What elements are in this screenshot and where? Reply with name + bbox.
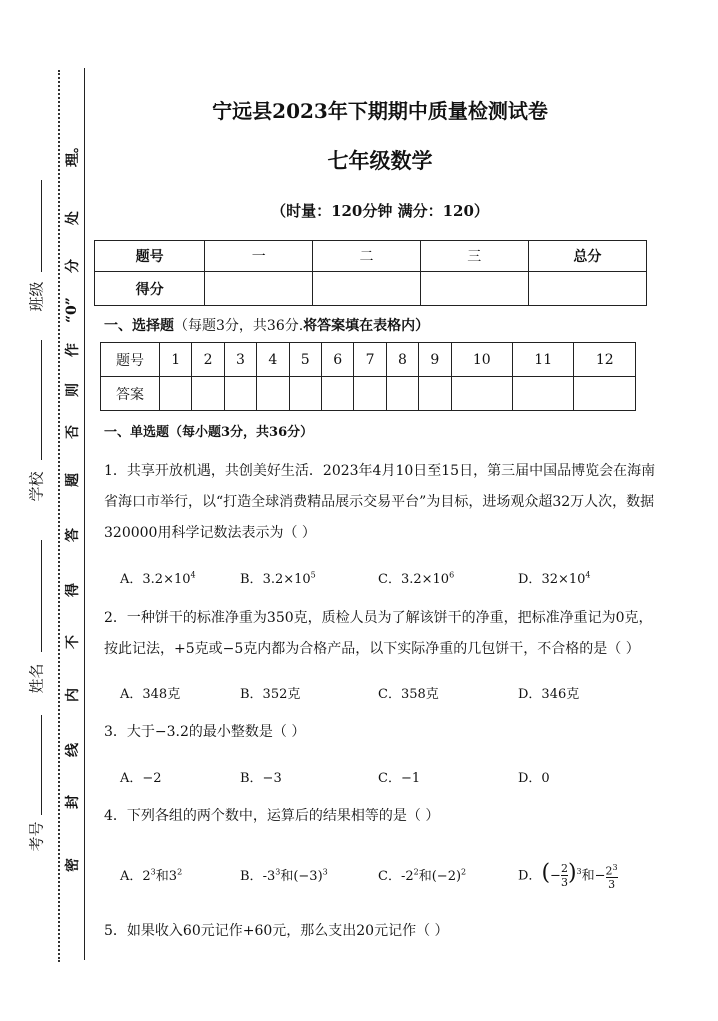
answer-cell[interactable]: [512, 377, 573, 411]
seal-char: “0”: [64, 297, 80, 323]
option-c[interactable]: C．$-2^2$和$(-2)^2$: [378, 867, 467, 884]
answer-cell[interactable]: [257, 377, 289, 411]
seal-char: 分: [65, 259, 81, 273]
option-b[interactable]: B．−3: [240, 771, 282, 786]
name-blank-line[interactable]: [41, 540, 42, 652]
answer-cell[interactable]: [354, 377, 386, 411]
exam-number-label: 考号: [27, 821, 46, 852]
binding-dotted-line: [58, 70, 60, 962]
score-header: 一: [205, 241, 313, 272]
score-table: [94, 240, 647, 306]
exam-number-blank-line[interactable]: [41, 715, 42, 815]
binding-solid-line: [84, 68, 85, 960]
score-cell[interactable]: [313, 272, 420, 306]
subsection-heading: 一、单选题（每小题3分，共36分）: [104, 425, 314, 440]
answer-row-label: 题号: [101, 343, 160, 377]
option-a[interactable]: A．−2: [120, 771, 162, 786]
answer-number: 6: [321, 343, 353, 377]
option-c[interactable]: C．358克: [378, 687, 439, 702]
score-header: 三: [420, 241, 528, 272]
answer-cell[interactable]: [192, 377, 224, 411]
question-4: 4．下列各组的两个数中，运算后的结果相等的是（ ）: [104, 808, 440, 824]
class-label: 班级: [27, 281, 46, 312]
option-a[interactable]: A．$2^3$和$3^2$: [120, 867, 183, 884]
fraction: $\frac{2}{3}$: [560, 862, 568, 890]
question-1: 1．共享开放机遇，共创美好生活．2023年4月10日至15日，第三届中国品博览会在海南省海口市举行，以“打造全球消费精品展示交易平台”为目标，进场观众超32万人次，数据320000用科学记数法表示为（ ）: [104, 463, 656, 541]
answer-number: 3: [224, 343, 256, 377]
seal-char: 答: [65, 528, 81, 542]
option-a[interactable]: A．348克: [120, 687, 181, 702]
score-cell[interactable]: [528, 272, 646, 306]
option-b[interactable]: B．$3.2\times 10^5$: [240, 570, 316, 587]
question-5: 5．如果收入60元记作+60元，那么支出20元记作（ ）: [104, 923, 449, 939]
question-2: 2．一种饼干的标准净重为350克，质检人员为了解该饼干的净重，把标准净重记为0克，按此记法，+5克或−5克内都为合格产品，以下实际净重的几包饼干，不合格的是（ ）: [104, 610, 653, 657]
seal-char: 线: [65, 743, 81, 757]
option-d[interactable]: D．0: [518, 771, 550, 786]
answer-cell[interactable]: [224, 377, 256, 411]
answer-number: 1: [160, 343, 192, 377]
option-b[interactable]: B．352克: [240, 687, 301, 702]
exam-title: 宁远县2023年下期期中质量检测试卷: [212, 99, 548, 123]
answer-number: 4: [257, 343, 289, 377]
answer-table: [100, 342, 636, 411]
option-d[interactable]: D．(− $\frac{2}{3}$ )$^3$和− $\frac{2^3}{3}$: [518, 860, 618, 892]
answer-cell[interactable]: [321, 377, 353, 411]
answer-number: 2: [192, 343, 224, 377]
answer-number: 5: [289, 343, 321, 377]
answer-cell[interactable]: [451, 377, 512, 411]
section-heading: [104, 315, 429, 335]
seal-char: 则: [65, 383, 81, 397]
question-3: 3．大于−3.2的最小整数是（ ）: [104, 724, 306, 740]
answer-number: 11: [512, 343, 573, 377]
seal-char: 否: [65, 425, 81, 439]
seal-char: 题: [65, 473, 81, 487]
answer-cell[interactable]: [289, 377, 321, 411]
seal-char: 处: [65, 211, 81, 225]
score-header: 题号: [95, 241, 205, 272]
answer-number: 9: [419, 343, 451, 377]
seal-char: 密: [65, 858, 81, 872]
seal-char: 理。: [65, 139, 81, 167]
answer-number: 8: [386, 343, 418, 377]
answer-number: 10: [451, 343, 512, 377]
option-d[interactable]: D．$32\times 10^4$: [518, 570, 591, 587]
school-blank-line[interactable]: [41, 340, 42, 460]
answer-number: 7: [354, 343, 386, 377]
seal-char: 作: [65, 343, 81, 357]
section-title: 一、选择题: [104, 318, 174, 334]
section-note: （每题3分，共36分.: [174, 318, 304, 334]
option-c[interactable]: C．$3.2\times 10^6$: [378, 570, 455, 587]
exam-timing: （时量：120分钟 满分：120）: [271, 202, 489, 220]
answer-row-label: 答案: [101, 377, 160, 411]
score-cell[interactable]: [205, 272, 313, 306]
seal-char: 得: [65, 583, 81, 597]
school-label: 学校: [27, 471, 46, 502]
seal-char: 不: [65, 635, 81, 649]
option-a[interactable]: A．$3.2\times 10^4$: [120, 570, 196, 587]
score-cell[interactable]: [420, 272, 528, 306]
seal-char: 内: [65, 688, 81, 702]
option-b[interactable]: B．$-3^3$和$(-3)^3$: [240, 867, 328, 884]
class-blank-line[interactable]: [41, 180, 42, 272]
answer-cell[interactable]: [386, 377, 418, 411]
answer-cell[interactable]: [160, 377, 192, 411]
fraction: $\frac{2^3}{3}$: [605, 862, 618, 892]
score-row-label: 得分: [95, 272, 205, 306]
score-header: 二: [313, 241, 420, 272]
subject-title: 七年级数学: [327, 148, 433, 173]
seal-char: 封: [65, 795, 81, 809]
answer-number: 12: [574, 343, 636, 377]
option-d[interactable]: D．346克: [518, 687, 580, 702]
score-header: 总分: [528, 241, 646, 272]
section-instruction: 将答案填在表格内）: [303, 318, 430, 334]
name-label: 姓名: [27, 663, 46, 694]
option-c[interactable]: C．−1: [378, 771, 421, 786]
answer-cell[interactable]: [419, 377, 451, 411]
answer-cell[interactable]: [574, 377, 636, 411]
